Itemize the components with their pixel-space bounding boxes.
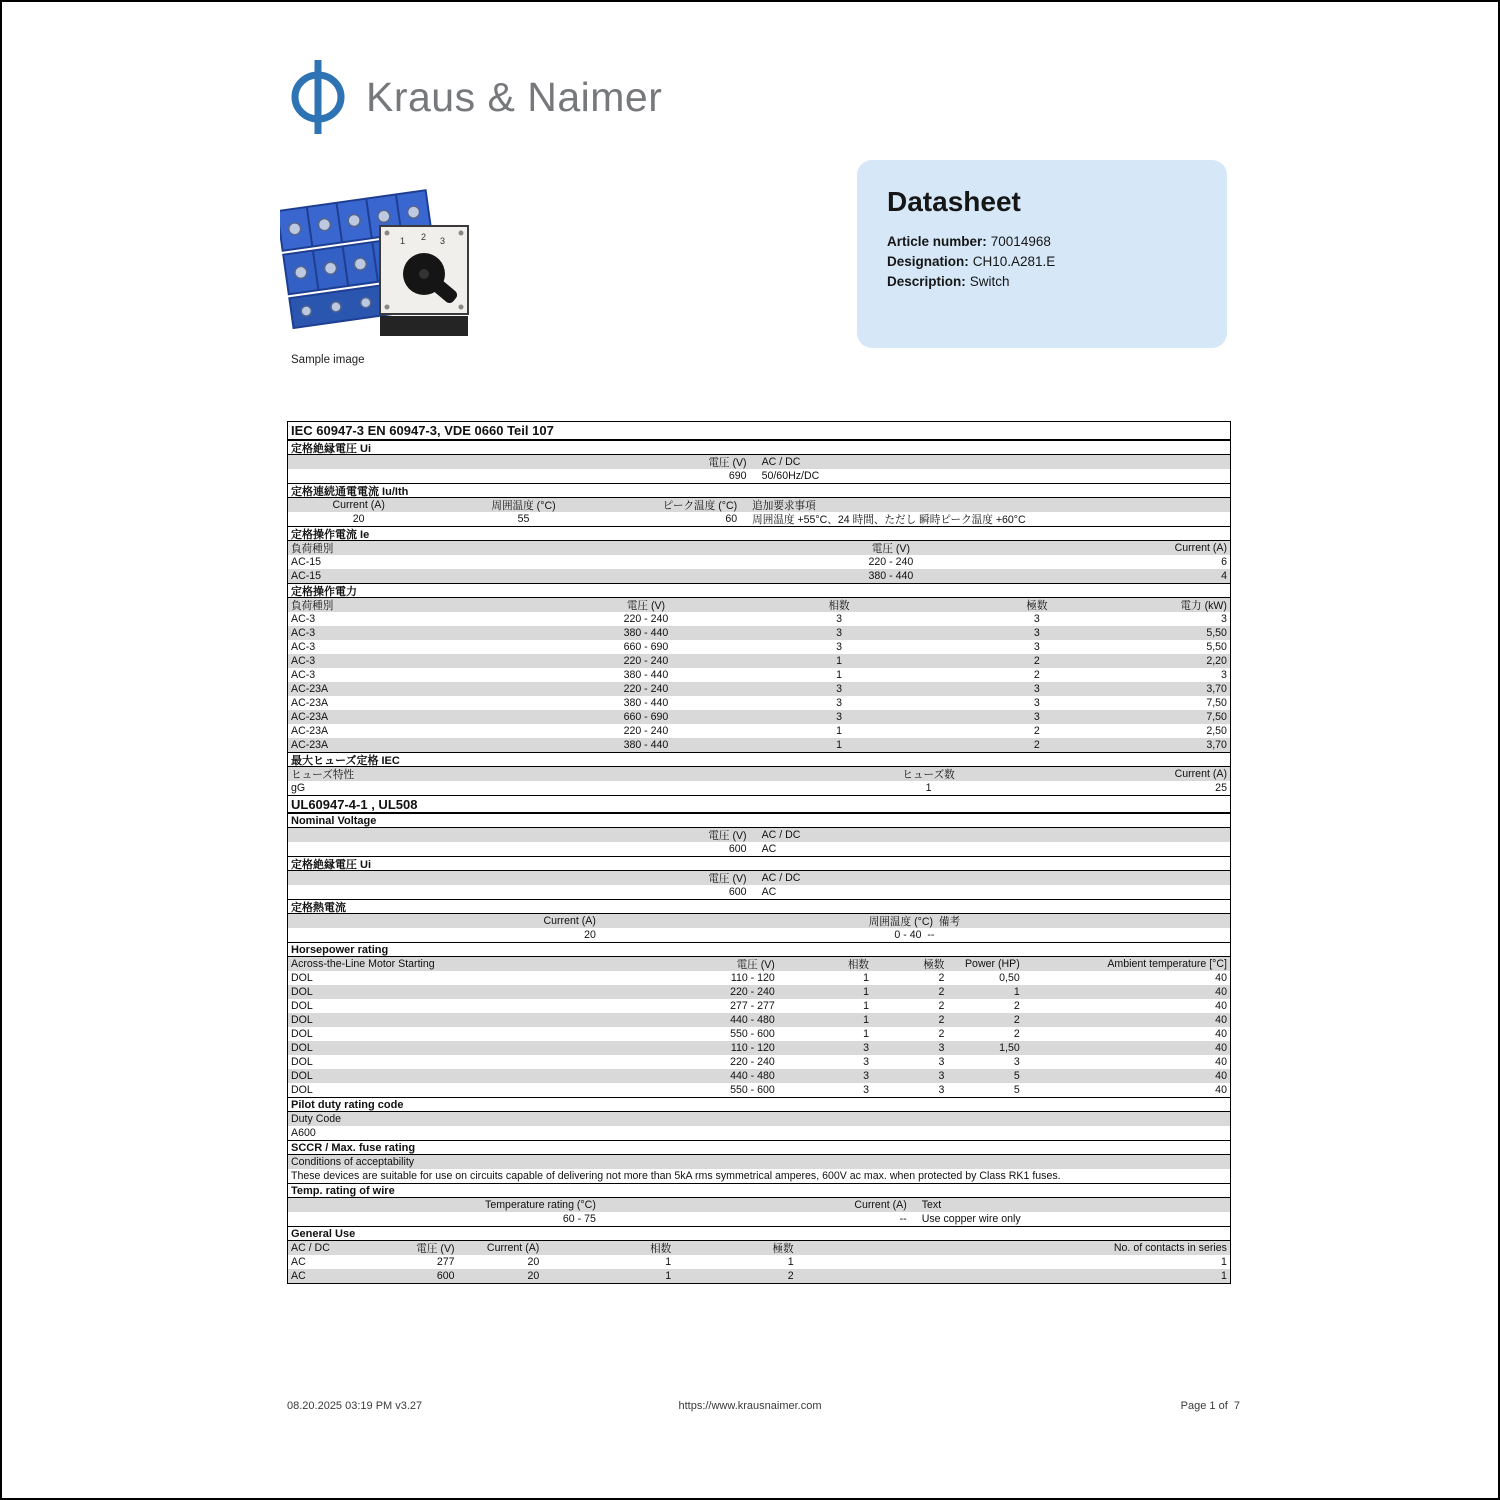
designation-value: CH10.A281.E — [972, 254, 1056, 269]
table-cell: 380 - 440 — [868, 570, 914, 582]
table-cell: 3,70 — [1206, 739, 1227, 751]
table-cell: 定格連続通電電流 Iu/Ith — [291, 485, 409, 498]
table-cell: ピーク温度 (°C) — [662, 499, 738, 512]
table-data-row — [288, 738, 1230, 752]
datasheet-infobox — [857, 160, 1227, 348]
table-cell: SCCR / Max. fuse rating — [291, 1141, 416, 1154]
footer-timestamp: 08.20.2025 03:19 PM v3.27 — [287, 1400, 423, 1412]
table-cell: 3,70 — [1206, 683, 1227, 695]
table-cell: 220 - 240 — [730, 986, 775, 998]
switch-product-illustration — [280, 170, 488, 346]
table-cell: 2,20 — [1206, 655, 1227, 667]
table-cell: DOL — [291, 1028, 313, 1040]
table-cell: 最大ヒューズ定格 IEC — [291, 754, 400, 767]
table-cell: Nominal Voltage — [291, 814, 377, 827]
table-cell: 3 — [938, 1056, 945, 1068]
table-cell: 600 — [436, 1270, 455, 1282]
table-cell: DOL — [291, 972, 313, 984]
table-cell: 2 — [1033, 725, 1040, 737]
table-cell: 3 — [938, 1084, 945, 1096]
page-footer — [2, 1400, 1498, 1416]
table-section-header — [288, 1097, 1230, 1112]
table-column-header-row — [288, 598, 1230, 612]
svg-text:2: 2 — [421, 232, 427, 242]
table-cell: 3 — [1033, 711, 1040, 723]
table-cell: 1 — [863, 986, 870, 998]
table-column-header-row — [288, 957, 1230, 971]
table-cell: 60 - 75 — [562, 1213, 596, 1225]
table-data-row — [288, 842, 1230, 856]
table-data-row — [288, 928, 1230, 942]
table-cell: gG — [291, 782, 306, 794]
table-cell: DOL — [291, 1000, 313, 1012]
table-cell: AC / DC — [761, 829, 801, 841]
table-data-row — [288, 512, 1230, 526]
spec-table — [287, 421, 1231, 1284]
table-cell: 電圧 (V) — [871, 542, 910, 555]
table-section-header — [288, 813, 1230, 828]
table-cell: 1 — [863, 1000, 870, 1012]
article-number-value: 70014968 — [990, 234, 1051, 249]
table-cell: Current (A) — [1174, 542, 1227, 554]
footer-page-number: Page 1 of 7 — [1180, 1400, 1240, 1412]
table-cell: 1 — [787, 1256, 794, 1268]
table-cell: 380 - 440 — [623, 697, 669, 709]
table-cell: UL60947-4-1 , UL508 — [291, 796, 418, 812]
table-data-row — [288, 1269, 1230, 1283]
table-cell: 380 - 440 — [623, 739, 669, 751]
table-cell: 0,50 — [999, 972, 1020, 984]
table-data-row — [288, 1212, 1230, 1226]
table-data-row — [288, 1027, 1230, 1041]
table-cell: AC-3 — [291, 613, 316, 625]
table-cell: 1 — [1221, 1270, 1227, 1282]
table-data-row — [288, 569, 1230, 583]
table-column-header-row — [288, 871, 1230, 885]
table-data-row — [288, 626, 1230, 640]
table-cell: AC-23A — [291, 711, 329, 723]
table-cell: 5,50 — [1206, 641, 1227, 653]
table-standard-header — [288, 795, 1230, 813]
table-cell: 220 - 240 — [623, 725, 669, 737]
table-cell: AC-3 — [291, 655, 316, 667]
table-cell: 220 - 240 — [623, 683, 669, 695]
table-cell: 5,50 — [1206, 627, 1227, 639]
table-cell: Text — [921, 1199, 942, 1211]
table-data-row — [288, 1083, 1230, 1097]
table-cell: 690 — [728, 470, 747, 482]
table-cell: ヒューズ特性 — [291, 768, 355, 781]
table-cell: 3 — [1221, 613, 1227, 625]
table-cell: 2 — [1033, 669, 1040, 681]
table-section-header — [288, 752, 1230, 767]
table-cell: 2 — [1033, 739, 1040, 751]
table-cell: Use copper wire only — [921, 1213, 1021, 1225]
table-cell: 1 — [863, 972, 870, 984]
table-data-row — [288, 971, 1230, 985]
designation-label: Designation: — [887, 254, 969, 269]
table-cell: AC-23A — [291, 725, 329, 737]
table-cell: 定格操作電力 — [291, 585, 357, 598]
table-cell: 1 — [925, 782, 932, 794]
table-cell: DOL — [291, 986, 313, 998]
table-cell: 3 — [863, 1042, 870, 1054]
table-section-header — [288, 440, 1230, 455]
table-cell: 20 — [352, 513, 365, 525]
table-cell: 40 — [1215, 1042, 1227, 1054]
table-cell: 110 - 120 — [730, 1042, 775, 1054]
table-column-header-row — [288, 1155, 1230, 1169]
table-data-row — [288, 640, 1230, 654]
table-cell: 電圧 (V) — [626, 599, 666, 612]
table-data-row — [288, 781, 1230, 795]
table-cell: 3 — [1221, 669, 1227, 681]
table-cell: 3 — [836, 613, 842, 625]
table-data-row — [288, 682, 1230, 696]
table-cell: 2 — [938, 972, 945, 984]
table-cell: 1 — [665, 1270, 672, 1282]
table-cell: IEC 60947-3 EN 60947-3, VDE 0660 Teil 107 — [291, 423, 554, 438]
table-column-header-row — [288, 767, 1230, 781]
table-cell: 定格絶縁電圧 Ui — [291, 442, 372, 455]
table-cell: Conditions of acceptability — [291, 1156, 415, 1168]
table-cell: 20 — [584, 929, 596, 941]
table-cell: AC — [761, 843, 777, 855]
table-cell: Temp. rating of wire — [291, 1184, 395, 1197]
table-cell: 負荷種別 — [291, 542, 334, 555]
table-cell: Current (A) — [332, 499, 385, 511]
table-data-row — [288, 710, 1230, 724]
table-cell: 2 — [1013, 1000, 1020, 1012]
table-data-row — [288, 1169, 1230, 1183]
table-cell: 3 — [1033, 697, 1040, 709]
table-cell: AC / DC — [761, 872, 801, 884]
table-cell: Temperature rating (°C) — [485, 1199, 596, 1211]
table-cell: DOL — [291, 1070, 313, 1082]
table-cell: 相数 — [828, 599, 850, 612]
table-cell: Current (A) — [543, 915, 596, 927]
table-cell: 定格操作電流 Ie — [291, 528, 370, 541]
table-section-header — [288, 856, 1230, 871]
table-column-header-row — [288, 455, 1230, 469]
description-label: Description: — [887, 274, 966, 289]
table-cell: Power (HP) — [964, 958, 1020, 970]
svg-text:1: 1 — [400, 236, 406, 246]
table-section-header — [288, 583, 1230, 598]
table-cell: 660 - 690 — [623, 711, 669, 723]
article-number-line — [887, 232, 1197, 252]
table-cell: 20 — [527, 1270, 540, 1282]
table-cell: 1 — [836, 655, 842, 667]
table-cell: 1 — [863, 1014, 870, 1026]
table-cell: 550 - 600 — [730, 1028, 775, 1040]
table-cell: 20 — [527, 1256, 540, 1268]
table-cell: 4 — [1221, 570, 1227, 582]
table-cell: 3 — [1033, 683, 1040, 695]
table-data-row — [288, 724, 1230, 738]
table-cell: 40 — [1215, 1028, 1227, 1040]
table-cell: 相数 — [847, 958, 870, 971]
table-cell: 40 — [1215, 1056, 1227, 1068]
table-column-header-row — [288, 914, 1230, 928]
product-sample-image — [280, 170, 488, 351]
table-cell: 3 — [863, 1056, 870, 1068]
table-cell: 5 — [1013, 1070, 1020, 1082]
table-data-row — [288, 1055, 1230, 1069]
table-cell: 1 — [863, 1028, 870, 1040]
table-cell: 110 - 120 — [730, 972, 775, 984]
table-cell: 電力 (kW) — [1180, 599, 1227, 612]
table-cell: 3 — [836, 683, 842, 695]
table-cell: 660 - 690 — [623, 641, 669, 653]
table-cell: 電圧 (V) — [416, 1242, 455, 1255]
svg-text:3: 3 — [440, 236, 446, 246]
table-cell: 220 - 240 — [730, 1056, 775, 1068]
brand-name: Kraus & Naimer — [366, 73, 663, 120]
table-cell: 3 — [863, 1070, 870, 1082]
table-cell: 40 — [1215, 1084, 1227, 1096]
table-cell: 380 - 440 — [623, 627, 669, 639]
table-cell: 周囲温度 (°C) — [491, 499, 556, 512]
table-cell: 2 — [938, 1014, 945, 1026]
table-cell: 定格熱電流 — [291, 901, 346, 914]
table-cell: 40 — [1215, 986, 1227, 998]
table-standard-header — [288, 422, 1230, 440]
table-cell: DOL — [291, 1056, 313, 1068]
table-cell: AC — [291, 1270, 306, 1282]
table-cell: 440 - 480 — [730, 1070, 775, 1082]
table-cell: 3 — [836, 711, 842, 723]
table-cell: 2 — [1013, 1014, 1020, 1026]
table-cell: DOL — [291, 1014, 313, 1026]
table-cell: 1 — [836, 725, 842, 737]
table-cell: 電圧 (V) — [708, 456, 747, 469]
brand-logo — [290, 58, 662, 136]
table-cell: 3 — [836, 697, 842, 709]
table-cell: General Use — [291, 1227, 356, 1240]
description-line — [887, 272, 1197, 292]
table-cell: AC-23A — [291, 683, 329, 695]
table-cell: 600 — [728, 886, 747, 898]
table-column-header-row — [288, 498, 1230, 512]
table-cell: -- — [899, 1213, 907, 1225]
table-cell: AC — [291, 1256, 306, 1268]
table-cell: AC-15 — [291, 570, 322, 582]
table-cell: AC-3 — [291, 669, 316, 681]
table-cell: 220 - 240 — [623, 613, 669, 625]
table-data-row — [288, 469, 1230, 483]
table-cell: 相数 — [650, 1242, 672, 1255]
table-cell: 7,50 — [1206, 711, 1227, 723]
table-cell: Current (A) — [486, 1242, 540, 1254]
table-cell: 550 - 600 — [730, 1084, 775, 1096]
table-cell: 380 - 440 — [623, 669, 669, 681]
table-cell: 220 - 240 — [623, 655, 669, 667]
table-cell: 周囲温度 (°C) 備考 — [868, 915, 961, 928]
table-cell: 60 — [725, 513, 738, 525]
table-cell: ヒューズ数 — [902, 768, 955, 781]
table-cell: AC-23A — [291, 697, 329, 709]
table-cell: 0 - 40 -- — [894, 929, 935, 941]
table-data-row — [288, 1041, 1230, 1055]
table-cell: 1 — [1013, 986, 1020, 998]
table-cell: 277 - 277 — [730, 1000, 775, 1012]
table-data-row — [288, 1255, 1230, 1269]
table-column-header-row — [288, 828, 1230, 842]
table-cell: 600 — [728, 843, 747, 855]
table-cell: 極数 — [923, 958, 945, 971]
table-cell: 50/60Hz/DC — [761, 470, 820, 482]
sample-image-caption: Sample image — [291, 354, 365, 366]
table-cell: Pilot duty rating code — [291, 1098, 404, 1111]
table-cell: AC / DC — [761, 456, 801, 468]
table-cell: 3 — [1033, 613, 1040, 625]
table-cell: 55 — [517, 513, 530, 525]
table-cell: 3 — [1013, 1056, 1020, 1068]
table-cell: A600 — [291, 1127, 316, 1139]
table-cell: No. of contacts in series — [1113, 1242, 1227, 1254]
table-cell: 1 — [836, 669, 842, 681]
table-data-row — [288, 999, 1230, 1013]
table-cell: 1,50 — [999, 1042, 1020, 1054]
table-cell: AC-23A — [291, 739, 329, 751]
table-cell: 5 — [1013, 1084, 1020, 1096]
table-cell: Horsepower rating — [291, 943, 389, 956]
designation-line — [887, 252, 1197, 272]
table-data-row — [288, 1126, 1230, 1140]
table-cell: 40 — [1215, 1070, 1227, 1082]
table-cell: 3 — [938, 1070, 945, 1082]
table-cell: 2 — [938, 1028, 945, 1040]
table-cell: DOL — [291, 1042, 313, 1054]
table-cell: These devices are suitable for use on circuits capable of delivering not more than 5kA rms symmetrical amperes, 600V ac max. when protected by Class RK1 fuses. — [291, 1170, 1061, 1182]
table-cell: Ambient temperature [°C] — [1107, 958, 1227, 970]
table-section-header — [288, 1140, 1230, 1155]
table-cell: 2,50 — [1206, 725, 1227, 737]
table-cell: AC — [761, 886, 777, 898]
table-cell: 6 — [1221, 556, 1227, 568]
article-number-label: Article number: — [887, 234, 987, 249]
table-cell: 2 — [1013, 1028, 1020, 1040]
table-cell: 電圧 (V) — [708, 829, 747, 842]
table-cell: 極数 — [772, 1242, 794, 1255]
table-cell: AC / DC — [291, 1242, 330, 1254]
table-column-header-row — [288, 1198, 1230, 1212]
table-data-row — [288, 1069, 1230, 1083]
table-cell: 40 — [1215, 1000, 1227, 1012]
table-cell: Current (A) — [854, 1199, 907, 1211]
table-cell: 40 — [1215, 1014, 1227, 1026]
table-data-row — [288, 1013, 1230, 1027]
table-section-header — [288, 1226, 1230, 1241]
table-cell: 極数 — [1026, 599, 1048, 612]
table-cell: 2 — [1033, 655, 1040, 667]
table-cell: 2 — [938, 1000, 945, 1012]
table-column-header-row — [288, 1112, 1230, 1126]
table-cell: 3 — [836, 641, 842, 653]
table-section-header — [288, 1183, 1230, 1198]
table-cell: 1 — [1221, 1256, 1227, 1268]
table-column-header-row — [288, 541, 1230, 555]
table-section-header — [288, 942, 1230, 957]
table-cell: 負荷種別 — [291, 599, 334, 612]
table-cell: 周囲温度 +55°C、24 時間、ただし 瞬時ピーク温度 +60°C — [752, 513, 1026, 526]
table-cell: Current (A) — [1174, 768, 1227, 780]
table-cell: 3 — [836, 627, 842, 639]
table-cell: 3 — [938, 1042, 945, 1054]
table-data-row — [288, 885, 1230, 899]
infobox-title: Datasheet — [887, 186, 1021, 217]
table-cell: 2 — [938, 986, 945, 998]
footer-url[interactable]: https://www.krausnaimer.com — [678, 1400, 822, 1412]
table-cell: 1 — [665, 1256, 672, 1268]
table-column-header-row — [288, 1241, 1230, 1255]
table-cell: 追加要求事項 — [752, 499, 816, 512]
table-cell: 440 - 480 — [730, 1014, 775, 1026]
table-cell: AC-3 — [291, 641, 316, 653]
table-data-row — [288, 612, 1230, 626]
description-value: Switch — [969, 274, 1010, 289]
table-data-row — [288, 668, 1230, 682]
table-cell: AC-3 — [291, 627, 316, 639]
table-cell: 電圧 (V) — [736, 958, 775, 971]
table-cell: 電圧 (V) — [708, 872, 747, 885]
table-cell: 7,50 — [1206, 697, 1227, 709]
table-cell: 40 — [1215, 972, 1227, 984]
table-cell: DOL — [291, 1084, 313, 1096]
brand-phi-icon — [290, 58, 346, 136]
table-data-row — [288, 985, 1230, 999]
table-cell: 3 — [1033, 627, 1040, 639]
table-cell: 3 — [863, 1084, 870, 1096]
table-cell: AC-15 — [291, 556, 322, 568]
table-data-row — [288, 654, 1230, 668]
table-data-row — [288, 555, 1230, 569]
table-cell: 220 - 240 — [868, 556, 914, 568]
table-cell: 2 — [787, 1270, 794, 1282]
table-cell: 25 — [1215, 782, 1227, 794]
table-cell: 定格絶縁電圧 Ui — [291, 858, 372, 871]
table-cell: 277 — [436, 1256, 455, 1268]
table-section-header — [288, 483, 1230, 498]
table-cell: 3 — [1033, 641, 1040, 653]
table-section-header — [288, 899, 1230, 914]
table-cell: 1 — [836, 739, 842, 751]
table-section-header — [288, 526, 1230, 541]
table-cell: Across-the-Line Motor Starting — [291, 958, 435, 970]
table-cell: Duty Code — [291, 1113, 342, 1125]
table-data-row — [288, 696, 1230, 710]
